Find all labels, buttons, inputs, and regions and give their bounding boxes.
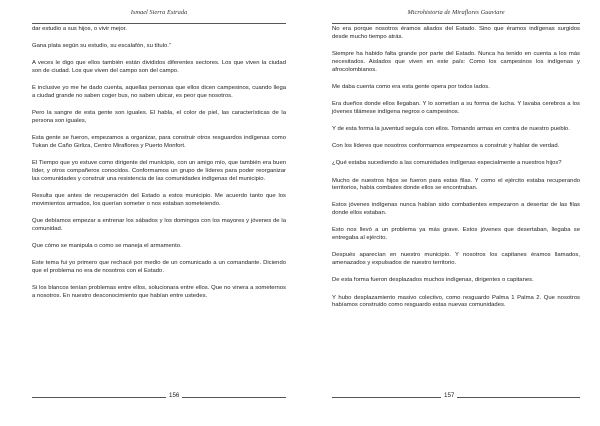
paragraph: ¿Qué estaba sucediendo a las comunidades indígenas especialmente a nuestros hijos? xyxy=(332,160,562,167)
paragraph: dar estudio a sus hijos, o vivir mejor. xyxy=(32,26,127,32)
right-page-header: Microhistoria de Miraflores Guaviare xyxy=(407,9,505,16)
paragraph: A veces le digo que ellos también están divididos diferentes sectores. Los que viven la ciudad son de ciudad. Los que viven del campo son del campo. xyxy=(32,60,286,75)
left-footer-rule xyxy=(32,397,286,398)
paragraph: De esta forma fueron desplazados muchos indígenas, dirigentes o capitanes. xyxy=(332,277,534,284)
paragraph: El Tiempo que yo estuve como dirigente del municipio, con un amigo mío, que también era buen líder, y otros compañeros conocidos. Conformamos un grupo de líderes para poder reorganizar las comunidades y construir una resistencia de las comunidades indígenas del municipio. xyxy=(32,160,286,182)
left-page-number: 156 xyxy=(166,392,182,399)
paragraph: Este tema fui yo primero que rechacé por medio de un comunicado a un comandante. Diciendo que el problema no era de nosotros con el Estado. xyxy=(32,260,286,275)
paragraph: Pero la sangre de esta gente son iguales. El habla, el color de piel, las características de la persona son iguales, xyxy=(32,110,286,125)
paragraph: Gana plata según su estudio, su escalafón, su título.” xyxy=(32,43,171,50)
paragraph: Me daba cuenta como era esta gente opera por todos lados. xyxy=(332,83,490,90)
right-page xyxy=(300,0,600,426)
paragraph: Esto nos llevó a un problema ya más grave. Estos jóvenes que desertaban, llegaba se entregaba al ejército. xyxy=(332,227,580,242)
left-page-body xyxy=(32,26,286,310)
paragraph: Esta gente se fueron, empezamos a organizar, para construir otros resguardos indígenas como Tukan de Caño Girliza, Centro Miraflores y Puerto Monfort. xyxy=(32,135,286,150)
left-header-rule xyxy=(32,23,286,24)
left-page-header: Ismael Sierra Estrada xyxy=(130,9,188,16)
paragraph: Que cómo se manipula o como se maneja el armamento. xyxy=(32,243,182,250)
paragraph: Si los blancos tenían problemas entre ellos, solucionara entre ellos. Que no vinera a someternos a nosotros. En nuestro desconocimiento que habían entre ustedes. xyxy=(32,285,286,300)
paragraph: Y hubo desplazamiento masivo colectivo, como resguardo Palma 1 Palma 2. Que nosotros habíamos construido como resguardo estas nuevas comunidades. xyxy=(332,294,580,309)
paragraph: Con los líderes que nosotros conformamos empezamos a construir y hablar de verdad. xyxy=(332,143,560,150)
paragraph: Estos jóvenes indígenas nunca habían sido combatientes empezaron a desertar de las filas donde ellos estaban. xyxy=(332,202,580,217)
paragraph: Era dueños donde ellos llegaban. Y lo sometían a su forma de lucha. Y lavaba cerebros a los jóvenes tilámese indígena negros o campesinos. xyxy=(332,100,580,115)
right-page-body xyxy=(332,26,580,320)
paragraph: Que debíamos empezar a entrenar los sábados y los domingos con los mayores y jóvenes de la comunidad. xyxy=(32,218,286,232)
paragraph: Después aparecían en nuestro municipio. Y nosotros los capitanes éramos llamados, amenazados y expulsados de nuestro territorio. xyxy=(332,252,580,267)
right-page-number: 157 xyxy=(441,392,457,399)
right-header-rule xyxy=(332,23,580,24)
paragraph: Y de esta forma la juventud seguía con ellos. Tomando armas en contra de nuestro pueblo. xyxy=(332,125,570,132)
paragraph: Siempre ha habido falta grande por parte del Estado. Nunca ha tenido en cuenta a los más necesitados. Aislados que viven en este país: Como los campesinos los indígenas y afrocolombianos. xyxy=(332,50,580,73)
paragraph: No era porque nosotros éramos aliados del Estado. Sino que éramos indígenas surgidos desde mucho tiempo atrás. xyxy=(332,26,580,40)
paragraph: Mucho de nuestros hijos se fueron para estas filas. Y como el ejército estaba recuperando territorios, había combates donde ellos se encontraban. xyxy=(332,177,580,192)
paragraph: E inclusive yo me he dado cuenta, aquellas personas que ellos dicen campesinos, cuando llega a ciudad grande no saben coger bus, no saben ubicar, es peor que nosotros. xyxy=(32,85,286,100)
paragraph: Resulta que antes de recuperación del Estado a estos municipio. Me acuerdo tanto que los movimientos armados, los querían someter o nos estaban someteiendo. xyxy=(32,193,286,207)
